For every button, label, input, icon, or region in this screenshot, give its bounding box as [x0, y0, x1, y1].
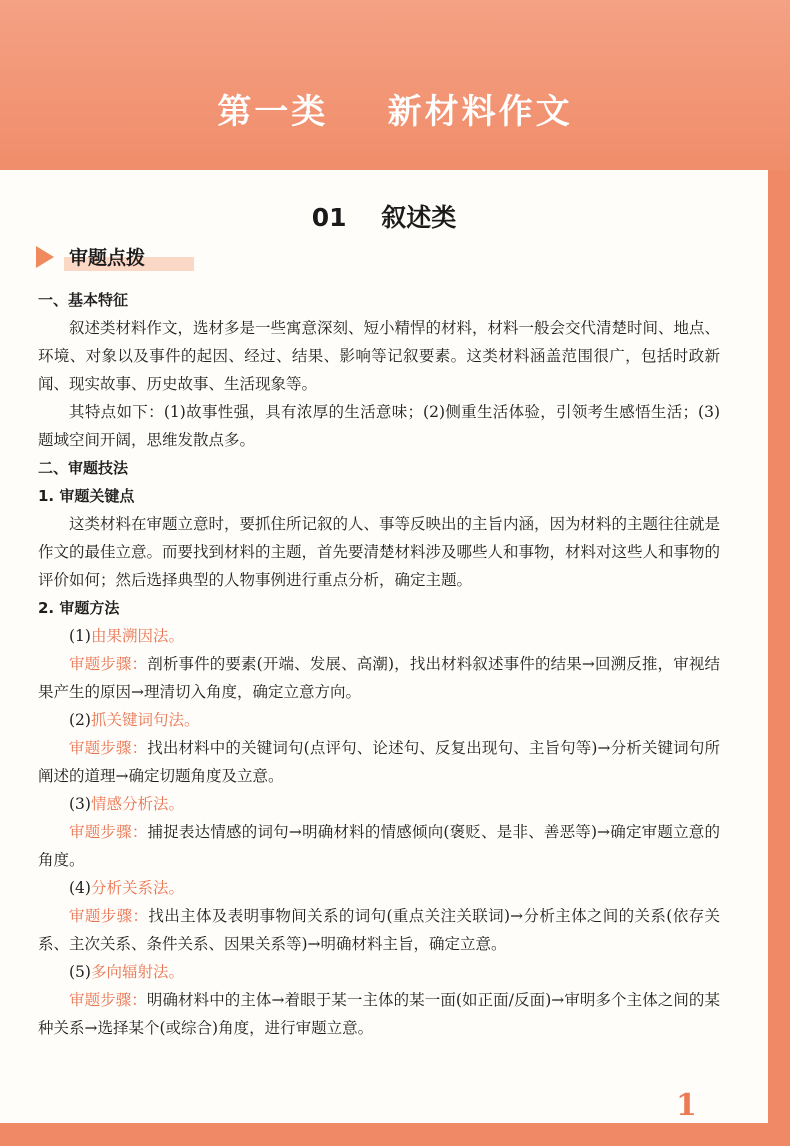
method-name: 由果溯因法。 — [90, 627, 184, 645]
chapter-title: 第一类 新材料作文 — [217, 92, 573, 132]
method-step — [38, 818, 720, 874]
page-content — [0, 170, 768, 1123]
method-title — [38, 790, 720, 818]
basic-paragraph-2: 其特点如下：(1)故事性强，具有浓厚的生活意味；(2)侧重生活体验，引领考生感悟生活；(3)题域空间开阔，思维发散点多。 — [38, 403, 720, 449]
method-number: (1) — [69, 627, 91, 645]
basic-paragraph-1: 叙述类材料作文，选材多是一些寓意深刻、短小精悍的材料，材料一般会交代清楚时间、地点、环境、对象以及事件的起因、经过、结果、影响等记叙要素。这类材料涵盖范围很广，包括时政新闻、现实故事、历史故事、生活现象等。 — [38, 319, 721, 393]
section-title: 01 叙述类 — [311, 203, 457, 232]
page-number: 1 — [676, 1088, 697, 1123]
method-name: 分析关系法。 — [90, 879, 184, 897]
method-title — [38, 874, 720, 902]
method-step — [38, 650, 720, 706]
method-step — [38, 902, 720, 958]
step-label: 审题步骤： — [69, 823, 148, 841]
method-number: (5) — [69, 963, 91, 981]
methods-heading: 2. 审题方法 — [38, 599, 120, 617]
article-body — [38, 286, 720, 1042]
step-text: 剖析事件的要素(开端、发展、高潮)，找出材料叙述事件的结果→回溯反推，审视结果产生的原因→理清切入角度，确定立意方向。 — [38, 655, 720, 701]
tip-label: 审题点拨 — [69, 247, 146, 269]
step-label: 审题步骤： — [69, 655, 148, 673]
method-title — [38, 622, 720, 650]
key-points-heading: 1. 审题关键点 — [38, 487, 135, 505]
basic-features-heading: 一、基本特征 — [38, 291, 129, 309]
method-title — [38, 958, 720, 986]
method-number: (4) — [69, 879, 91, 897]
step-text: 找出主体及表明事物间关系的词句(重点关注关联词)→分析主体之间的关系(依存关系、主次关系、条件关系、因果关系等)→明确材料主旨，确定立意。 — [38, 907, 720, 953]
key-points-paragraph: 这类材料在审题立意时，要抓住所记叙的人、事等反映出的主旨内涵，因为材料的主题往往就是作文的最佳立意。而要找到材料的主题，首先要清楚材料涉及哪些人和事物，材料对这些人和事物的评价如何；然后选择典型的人物事例进行重点分析，确定主题。 — [38, 515, 721, 589]
method-title — [38, 706, 720, 734]
method-step — [38, 986, 720, 1042]
triangle-arrow-icon — [36, 246, 54, 268]
method-step — [38, 734, 720, 790]
step-label: 审题步骤： — [69, 991, 147, 1009]
step-text: 找出材料中的关键词句(点评句、论述句、反复出现句、主旨句等)→分析关键词句所阐述的道理→确定切题角度及立意。 — [38, 739, 720, 785]
step-text: 明确材料中的主体→着眼于某一主体的某一面(如正面/反面)→审明多个主体之间的某种关系→选择某个(或综合)角度，进行审题立意。 — [38, 991, 720, 1037]
step-text: 捕捉表达情感的词句→明确材料的情感倾向(褒贬、是非、善恶等)→确定审题立意的角度。 — [38, 823, 720, 869]
method-name: 多向辐射法。 — [90, 963, 184, 981]
method-name: 抓关键词句法。 — [90, 711, 200, 729]
method-number: (2) — [69, 711, 91, 729]
step-label: 审题步骤： — [69, 907, 149, 925]
method-number: (3) — [69, 795, 91, 813]
chapter-banner — [0, 0, 790, 170]
method-name: 情感分析法。 — [90, 795, 184, 813]
step-label: 审题步骤： — [69, 739, 148, 757]
skills-heading: 二、审题技法 — [38, 459, 129, 477]
